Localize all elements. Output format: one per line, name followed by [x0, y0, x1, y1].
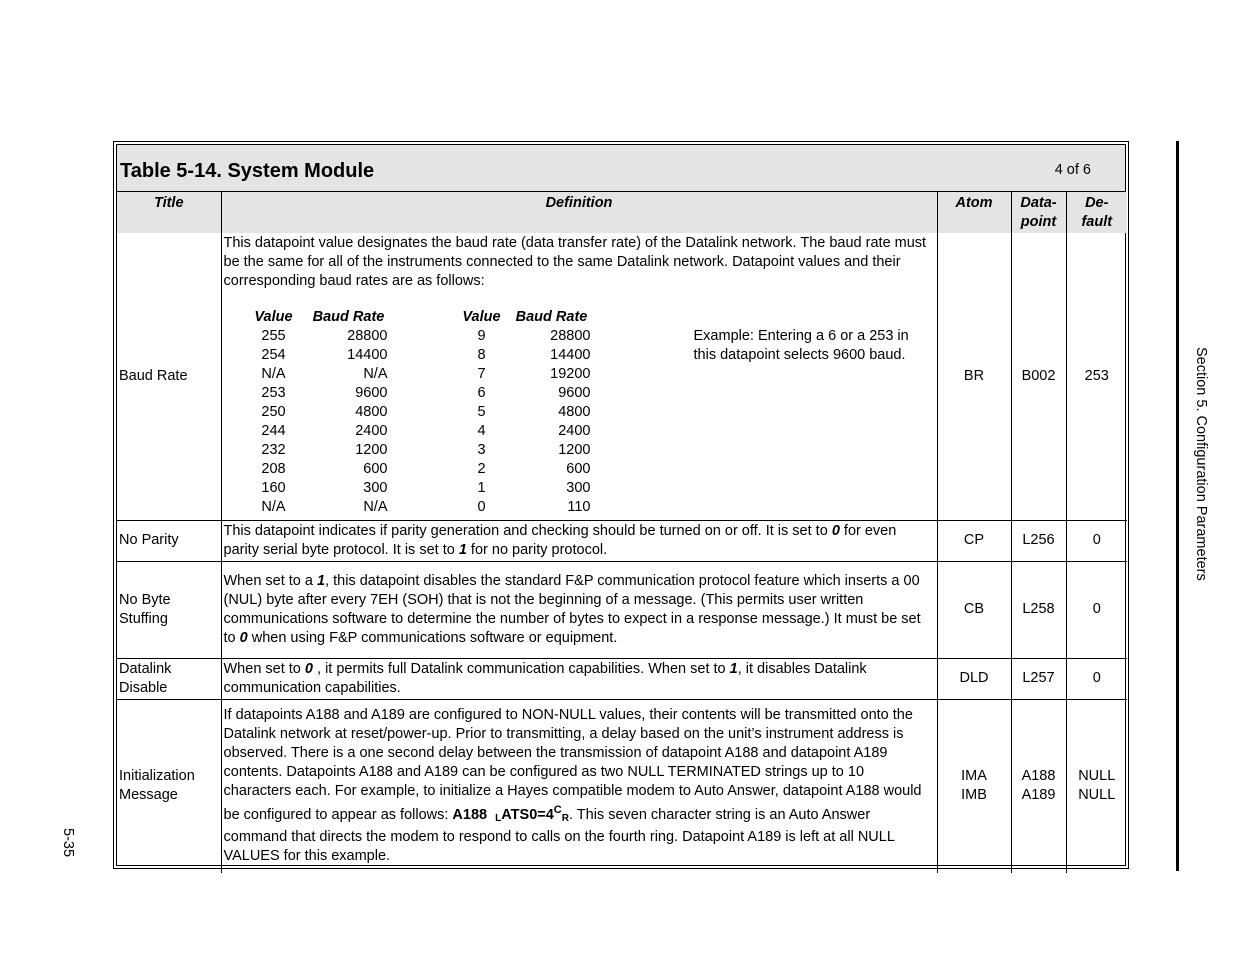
baud-rate-right: 19200 — [550, 366, 591, 382]
baud-col-baud-left: Baud Rate — [312, 309, 385, 325]
baud-subtable-header — [224, 308, 935, 327]
baud-rate-right: 1200 — [558, 442, 591, 458]
code-datapoint: A188 — [452, 807, 488, 824]
baud-rate-left: 9600 — [355, 385, 388, 401]
datapoint-line1: A188 — [1021, 768, 1056, 785]
baud-value-right: 5 — [477, 404, 486, 420]
row-atom: CB — [937, 561, 1011, 658]
baud-rate-right: 28800 — [550, 328, 591, 344]
section-divider-line — [1176, 141, 1179, 871]
baud-rate-left: 28800 — [347, 328, 388, 344]
baud-subtable-row — [224, 403, 935, 422]
table-page-count: 4 of 6 — [1054, 162, 1091, 178]
row-title — [117, 561, 221, 658]
row-default: 0 — [1066, 520, 1127, 561]
table-row-no-parity — [117, 520, 1127, 561]
table-frame — [113, 141, 1129, 869]
page-number: 5-35 — [60, 828, 76, 858]
baud-example: Example: Entering a 6 or a 253 in this datapoint selects 9600 baud. — [693, 328, 909, 363]
table-row-no-byte-stuffing — [117, 561, 1127, 658]
baud-value-left: 254 — [261, 347, 286, 363]
baud-value-right: 8 — [477, 347, 486, 363]
row-default: 253 — [1066, 233, 1127, 520]
def-text: If datapoints A188 and A189 are configured to NON-NULL values, their contents will be transmitted onto the Datalink network at reset/power-up. Prior to transmitting, a delay based on the unit’s instrument address is observed. There is a one second delay between the transmission of datapoint A188 and datapoint A189 contents. Datapoints A188 and A189 can be configured as two NULL TERMINATED strings up to 10 characters each. For example, to initialize a Hayes compatible modem to Auto Answer, datapoint A188 would be configured to appear as follows: — [223, 707, 922, 824]
default-line2: NULL — [1078, 787, 1116, 804]
baud-rate-right: 300 — [566, 480, 591, 496]
row-atom — [937, 699, 1011, 873]
baud-col-value-left: Value — [254, 309, 293, 325]
baud-value-right: 0 — [477, 499, 486, 515]
baud-rate-left: 1200 — [355, 442, 388, 458]
baud-intro: This datapoint value designates the baud rate (data transfer rate) of the Datalink network. The baud rate must be the same for all of the instruments connected to the same Datalink network. Datapoint values and their corresponding baud rates are as follows: — [223, 235, 927, 289]
baud-rate-left: 2400 — [355, 423, 388, 439]
baud-value-right: 3 — [477, 442, 486, 458]
row-default: 0 — [1066, 658, 1127, 699]
row-title: No Parity — [117, 520, 221, 561]
row-title-line1: Datalink — [119, 660, 172, 677]
baud-subtable-row — [224, 441, 935, 460]
datapoint-line2: A189 — [1021, 787, 1056, 804]
baud-value-left: 250 — [261, 404, 286, 420]
table-inner-frame — [116, 144, 1126, 866]
row-definition — [221, 520, 937, 561]
baud-value-left: 232 — [261, 442, 286, 458]
table-row-datalink-disable — [117, 658, 1127, 699]
baud-rate-left: N/A — [363, 366, 388, 382]
def-text: , this datapoint disables the standard F&P communication protocol feature which inserts a 00 (NUL) byte after every 7EH (SOH) that is not the beginning of a message. (This permits user written communications software to determine the number of bytes to expect in a response message.) It must be set to — [223, 572, 921, 646]
baud-value-right: 7 — [477, 366, 486, 382]
header-datapoint-line2: point — [1020, 214, 1057, 230]
baud-value-left: N/A — [261, 499, 286, 515]
baud-rate-left: N/A — [363, 499, 388, 515]
baud-rate-right: 2400 — [558, 423, 591, 439]
row-definition — [221, 699, 937, 873]
def-text: When set to a — [223, 572, 317, 589]
def-value-0: 0 — [831, 522, 840, 539]
baud-rate-right: 110 — [567, 499, 591, 515]
baud-subtable-row — [224, 422, 935, 441]
row-atom: CP — [937, 520, 1011, 561]
header-definition: Definition — [221, 192, 937, 233]
header-datapoint-line1: Data- — [1020, 195, 1057, 211]
baud-rate-subtable — [224, 308, 935, 515]
row-title-line1: Initialization — [119, 768, 195, 785]
baud-subtable-row — [224, 384, 935, 403]
atom-line2: IMB — [961, 787, 987, 804]
baud-rate-left: 4800 — [355, 404, 388, 420]
def-value-1: 1 — [458, 541, 467, 558]
baud-value-right: 2 — [477, 461, 486, 477]
row-definition — [221, 658, 937, 699]
baud-value-left: 160 — [261, 480, 286, 496]
def-text: , it disables Datalink communication capabilities. — [223, 660, 867, 696]
def-text: when using F&P communications software or equipment. — [247, 629, 618, 646]
baud-rate-right: 4800 — [558, 404, 591, 420]
row-datapoint: L256 — [1011, 520, 1066, 561]
row-title — [117, 658, 221, 699]
def-value-0: 0 — [239, 629, 248, 646]
baud-value-left: 253 — [261, 385, 286, 401]
row-datapoint: B002 — [1011, 233, 1066, 520]
def-value-0: 0 — [304, 660, 313, 677]
def-text: for no parity protocol. — [466, 541, 608, 558]
header-datapoint — [1011, 192, 1066, 233]
baud-rate-right: 9600 — [558, 385, 591, 401]
row-title: Baud Rate — [117, 233, 221, 520]
baud-subtable-row — [224, 498, 935, 517]
row-title-line1: No Byte — [119, 591, 171, 608]
header-atom: Atom — [937, 192, 1011, 233]
baud-col-value-right: Value — [462, 309, 501, 325]
row-default: 0 — [1066, 561, 1127, 658]
row-title — [117, 699, 221, 873]
table-header-row — [117, 192, 1127, 233]
def-text: This datapoint indicates if parity generation and checking should be turned on or off. It is set to — [223, 522, 832, 539]
baud-value-left: 208 — [261, 461, 286, 477]
atom-line1: IMA — [961, 768, 987, 785]
baud-value-left: N/A — [261, 366, 286, 382]
table-row-initialization-message — [117, 699, 1127, 873]
code-sub-l: L — [495, 813, 502, 825]
table-title-bar — [117, 145, 1125, 192]
row-datapoint: L258 — [1011, 561, 1066, 658]
baud-rate-right: 14400 — [550, 347, 591, 363]
row-title-line2: Message — [119, 787, 178, 804]
def-text: . This seven character string is an Auto Answer command that directs the modem to respond to calls on the fourth ring. Datapoint A189 is left at all NULL VALUES for this example. — [223, 807, 895, 865]
row-title-line2: Stuffing — [119, 610, 168, 627]
baud-rate-left: 300 — [363, 480, 388, 496]
def-text: When set to — [223, 660, 305, 677]
baud-value-left: 244 — [261, 423, 286, 439]
baud-subtable-row — [224, 460, 935, 479]
baud-subtable-row — [224, 327, 935, 346]
row-definition — [221, 233, 937, 520]
baud-value-right: 6 — [477, 385, 486, 401]
row-datapoint — [1011, 699, 1066, 873]
baud-value-left: 255 — [261, 328, 286, 344]
baud-value-right: 9 — [477, 328, 486, 344]
system-module-table — [117, 192, 1127, 873]
row-atom: BR — [937, 233, 1011, 520]
section-label: Section 5. Configuration Parameters — [1193, 347, 1209, 581]
def-value-1: 1 — [317, 572, 326, 589]
baud-col-baud-right: Baud Rate — [515, 309, 588, 325]
baud-rate-left: 600 — [363, 461, 388, 477]
row-atom: DLD — [937, 658, 1011, 699]
baud-value-right: 1 — [477, 480, 486, 496]
row-default — [1066, 699, 1127, 873]
table-row-baud-rate — [117, 233, 1127, 520]
table-title: Table 5-14. System Module — [120, 160, 375, 182]
header-default-line1: De- — [1085, 195, 1109, 211]
header-title: Title — [117, 192, 221, 233]
def-value-1: 1 — [729, 660, 738, 677]
row-definition — [221, 561, 937, 658]
baud-subtable-row — [224, 346, 935, 365]
code-command: ATS0=4 — [501, 807, 554, 824]
header-default — [1066, 192, 1127, 233]
baud-subtable-row — [224, 365, 935, 384]
baud-value-right: 4 — [477, 423, 486, 439]
baud-subtable-row — [224, 479, 935, 498]
baud-rate-left: 14400 — [347, 347, 388, 363]
code-sup-c: C — [553, 804, 562, 817]
def-text: for even parity serial byte protocol. It is set to — [223, 522, 897, 558]
row-title-line2: Disable — [119, 679, 168, 696]
row-datapoint: L257 — [1011, 658, 1066, 699]
header-default-line2: fault — [1081, 214, 1113, 230]
baud-rate-right: 600 — [566, 461, 591, 477]
code-sub-r: R — [561, 813, 569, 825]
def-text: , it permits full Datalink communication capabilities. When set to — [312, 660, 730, 677]
default-line1: NULL — [1078, 768, 1116, 785]
